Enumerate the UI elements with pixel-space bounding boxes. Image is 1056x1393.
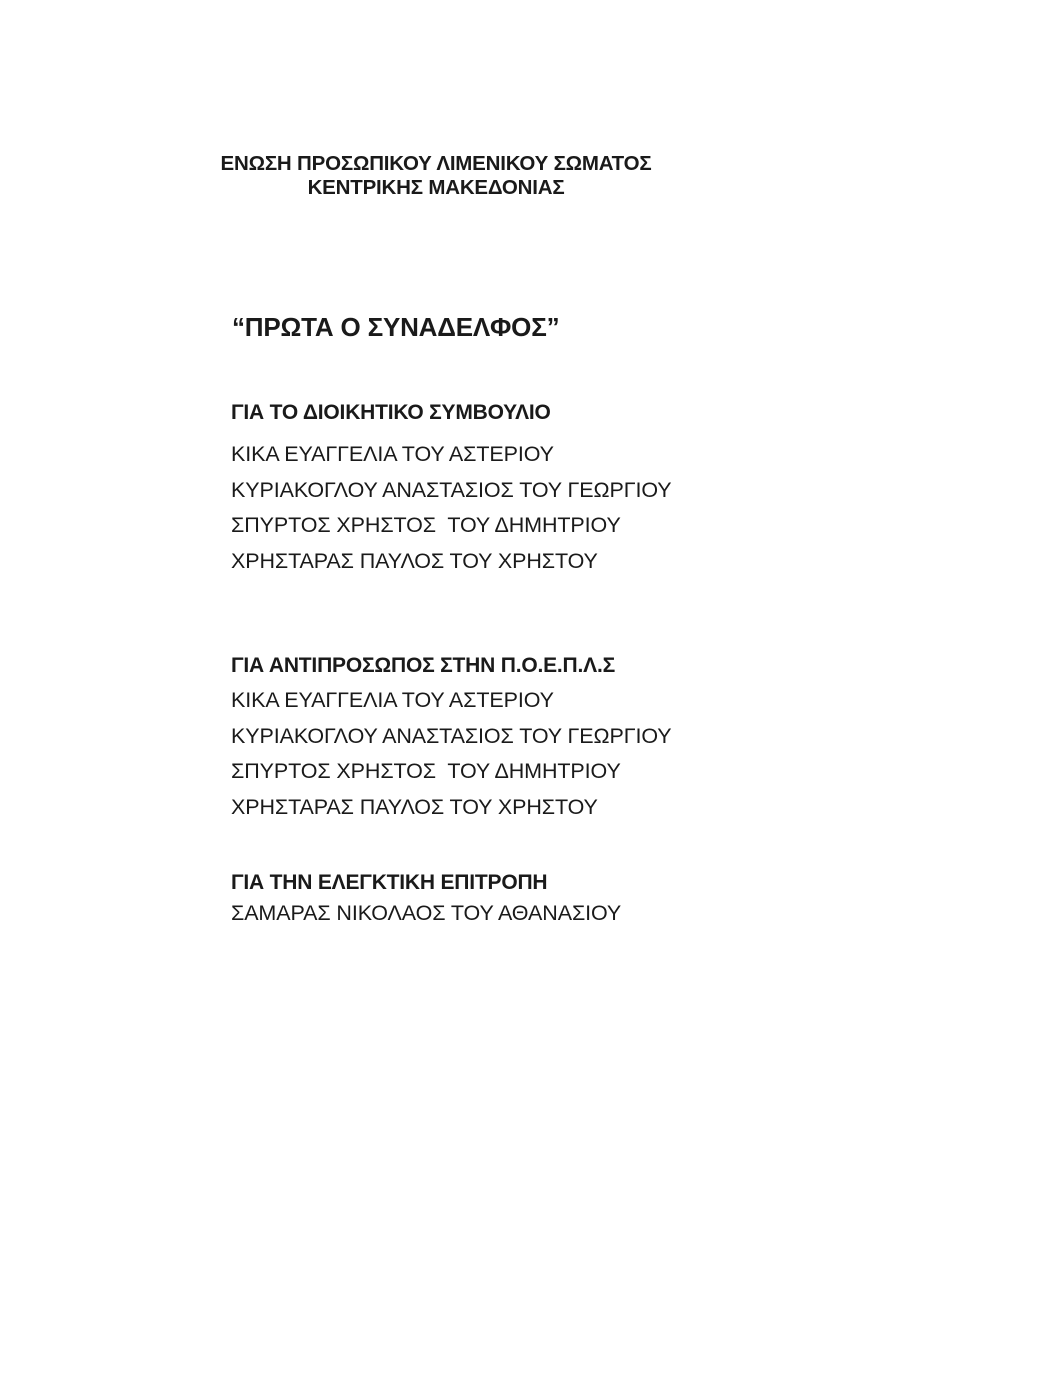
candidate-name: ΣΑΜΑΡΑΣ ΝΙΚΟΛΑΟΣ ΤΟΥ ΑΘΑΝΑΣΙΟΥ: [231, 901, 622, 925]
section-board-of-directors: [231, 400, 672, 579]
candidate-name: ΚΙΚΑ ΕΥΑΓΓΕΛΙΑ ΤΟΥ ΑΣΤΕΡΙΟΥ: [231, 442, 554, 466]
candidate-list: [231, 896, 621, 932]
candidate-name: ΣΠΥΡΤΟΣ ΧΡΗΣΤΟΣ ΤΟΥ ΔΗΜΗΤΡΙΟΥ: [231, 513, 621, 537]
candidate-name: ΚΥΡΙΑΚΟΓΛΟΥ ΑΝΑΣΤΑΣΙΟΣ ΤΟΥ ΓΕΩΡΓΙΟΥ: [231, 477, 672, 502]
organization-name: ΕΝΩΣΗ ΠΡΟΣΩΠΙΚΟΥ ΛΙΜΕΝΙΚΟΥ ΣΩΜΑΤΟΣ: [220, 152, 652, 175]
candidate-list: [231, 683, 672, 825]
ballot-slogan: “ΠΡΩΤΑ Ο ΣΥΝΑΔΕΛΦΟΣ”: [232, 312, 560, 342]
organization-header: [190, 152, 682, 200]
section-title: ΓΙΑ ΤΟ ΔΙΟΙΚΗΤΙΚΟ ΣΥΜΒΟΥΛΙΟ: [231, 401, 551, 424]
candidate-name: ΧΡΗΣΤΑΡΑΣ ΠΑΥΛΟΣ ΤΟΥ ΧΡΗΣΤΟΥ: [231, 794, 598, 819]
candidate-list: [231, 437, 672, 579]
section-representatives: [231, 653, 672, 825]
candidate-name: ΚΥΡΙΑΚΟΓΛΟΥ ΑΝΑΣΤΑΣΙΟΣ ΤΟΥ ΓΕΩΡΓΙΟΥ: [231, 723, 672, 748]
candidate-name: ΣΠΥΡΤΟΣ ΧΡΗΣΤΟΣ ΤΟΥ ΔΗΜΗΤΡΙΟΥ: [231, 759, 621, 783]
section-title: ΓΙΑ ΤΗΝ ΕΛΕΓΚΤΙΚΗ ΕΠΙΤΡΟΠΗ: [231, 871, 548, 894]
section-audit-committee: [231, 870, 621, 932]
candidate-name: ΚΙΚΑ ΕΥΑΓΓΕΛΙΑ ΤΟΥ ΑΣΤΕΡΙΟΥ: [231, 688, 554, 712]
organization-region: ΚΕΝΤΡΙΚΗΣ ΜΑΚΕΔΟΝΙΑΣ: [307, 176, 565, 199]
candidate-name: ΧΡΗΣΤΑΡΑΣ ΠΑΥΛΟΣ ΤΟΥ ΧΡΗΣΤΟΥ: [231, 548, 598, 573]
section-title: ΓΙΑ ΑΝΤΙΠΡΟΣΩΠΟΣ ΣΤΗΝ Π.Ο.Ε.Π.Λ.Σ: [231, 654, 616, 677]
